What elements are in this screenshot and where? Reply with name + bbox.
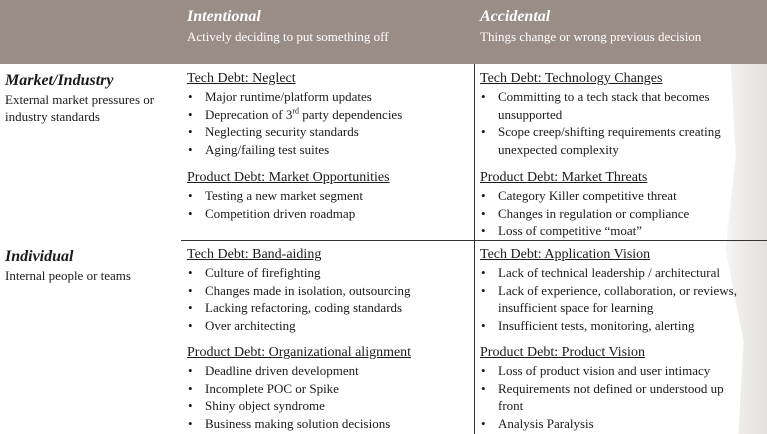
row-label-individual xyxy=(5,247,175,284)
cell-title: Tech Debt: Application Vision xyxy=(480,247,651,262)
cell-market-accidental-tech xyxy=(480,70,750,158)
list-item: • Insufficient tests, monitoring, alerting xyxy=(480,317,750,335)
cell-market-intentional-tech xyxy=(187,70,469,158)
cell-title: Product Debt: Market Opportunities xyxy=(187,170,390,185)
list-item: • Analysis Paralysis xyxy=(480,415,750,433)
column-title: Accidental xyxy=(480,8,551,25)
column-subtitle: Things change or wrong previous decision xyxy=(480,29,702,44)
cell-individual-accidental-product xyxy=(480,344,750,432)
column-header-intentional xyxy=(187,7,389,46)
horizontal-divider xyxy=(181,240,767,241)
list-item: • Loss of competitive “moat” xyxy=(480,222,750,240)
list-item: • Lacking refactoring, coding standards xyxy=(187,299,469,317)
superscript: rd xyxy=(292,106,300,116)
list-item: • Lack of technical leadership / architectural xyxy=(480,264,750,282)
cell-individual-intentional-product xyxy=(187,344,469,432)
list-item: • Scope creep/shifting requirements creating unexpected complexity xyxy=(480,123,750,158)
column-header-accidental xyxy=(480,7,701,46)
cell-market-accidental-product xyxy=(480,169,750,240)
list-item: • Committing to a tech stack that becomes unsupported xyxy=(480,88,750,123)
list-item: • Shiny object syndrome xyxy=(187,397,469,415)
list-item: • Business making solution decisions xyxy=(187,415,469,433)
row-label-market xyxy=(5,71,175,125)
cell-title: Tech Debt: Band-aiding xyxy=(187,247,322,262)
cell-title: Tech Debt: Neglect xyxy=(187,71,296,86)
cell-title: Product Debt: Organizational alignment xyxy=(187,345,412,360)
cell-individual-accidental-tech xyxy=(480,246,750,334)
cell-title: Tech Debt: Technology Changes xyxy=(480,71,663,86)
header-bar xyxy=(0,0,767,64)
cell-title: Product Debt: Market Threats xyxy=(480,170,648,185)
list-item: • Changes made in isolation, outsourcing xyxy=(187,282,469,300)
row-subtitle: External market pressures or industry standards xyxy=(5,92,155,124)
list-item: • Changes in regulation or compliance xyxy=(480,205,750,223)
list-item-third-party: • Deprecation of 3rd party dependencies xyxy=(187,106,469,124)
list-item: • Testing a new market segment xyxy=(187,187,469,205)
list-item: • Deadline driven development xyxy=(187,362,469,380)
row-title: Individual xyxy=(5,248,74,265)
list-item: • Aging/failing test suites xyxy=(187,141,469,159)
cell-market-intentional-product xyxy=(187,169,469,222)
list-item: • Requirements not defined or understood up front xyxy=(480,380,750,415)
list-item: • Lack of experience, collaboration, or reviews, insufficient space for learning xyxy=(480,282,750,317)
row-title: Market/Industry xyxy=(5,72,114,89)
cell-title: Product Debt: Product Vision xyxy=(480,345,645,360)
column-subtitle: Actively deciding to put something off xyxy=(187,29,389,44)
list-item: • Neglecting security standards xyxy=(187,123,469,141)
list-item: • Loss of product vision and user intimacy xyxy=(480,362,750,380)
list-item: • Category Killer competitive threat xyxy=(480,187,750,205)
vertical-divider xyxy=(474,64,475,434)
row-subtitle: Internal people or teams xyxy=(5,268,131,283)
list-item: • Culture of firefighting xyxy=(187,264,469,282)
list-item: • Over architecting xyxy=(187,317,469,335)
column-title: Intentional xyxy=(187,8,261,25)
cell-individual-intentional-tech xyxy=(187,246,469,334)
list-item: • Competition driven roadmap xyxy=(187,205,469,223)
list-item: • Major runtime/platform updates xyxy=(187,88,469,106)
list-item: • Incomplete POC or Spike xyxy=(187,380,469,398)
